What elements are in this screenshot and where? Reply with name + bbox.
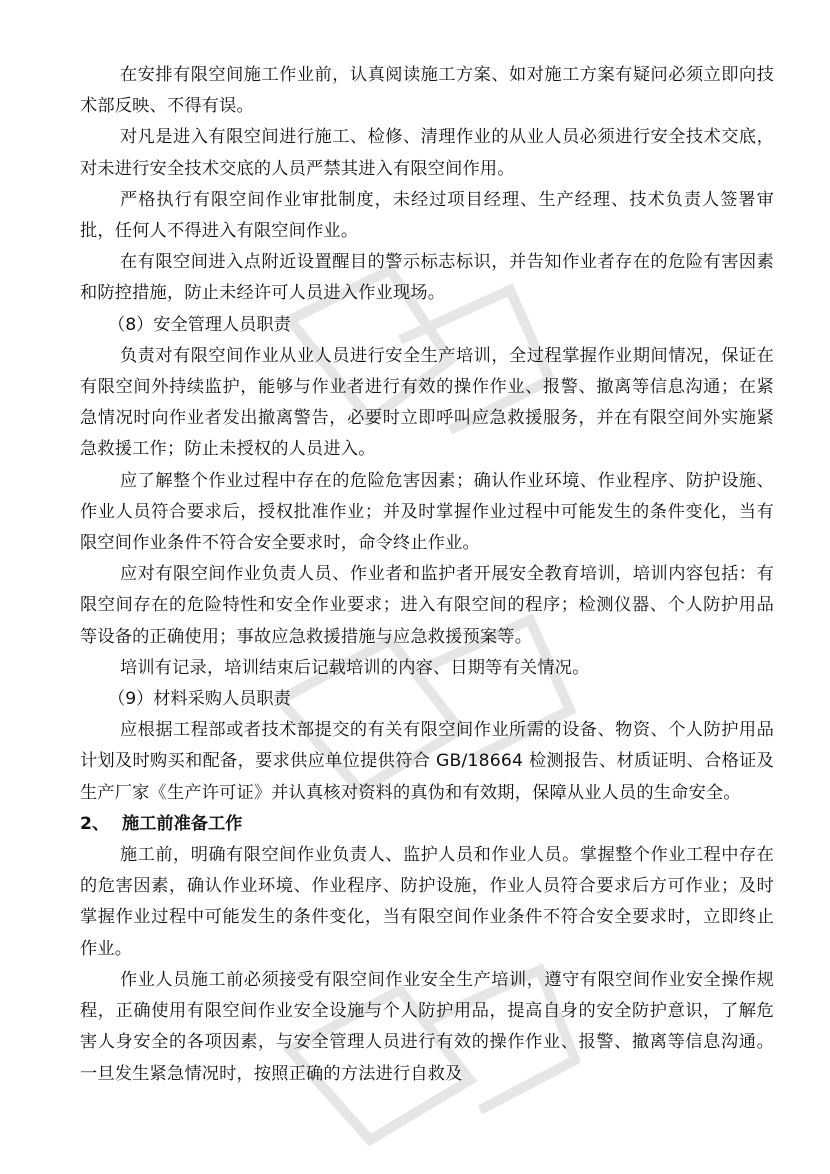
paragraph: 作业人员施工前必须接受有限空间作业安全生产培训，遵守有限空间作业安全操作规程，正确使用有限空间作业安全设施与个人防护用品，提高自身的安全防护意识，了解危害人身安全的各项因素，与安全管理人员进行有效的操作作业、报警、撤离等信息沟通。一旦发生紧急情况时，按照正确的方法进行自救及 bbox=[80, 969, 774, 1084]
paragraph: 对凡是进入有限空间进行施工、检修、清理作业的从业人员必须进行安全技术交底，对未进行安全技术交底的人员严禁其进入有限空间作用。 bbox=[80, 127, 774, 179]
paragraph: 严格执行有限空间作业审批制度，未经过项目经理、生产经理、技术负责人签署审批，任何人不得进入有限空间作业。 bbox=[80, 189, 774, 242]
section-heading-2 bbox=[80, 809, 774, 840]
paragraph: 应对有限空间作业负责人员、作业者和监护者开展安全教育培训，培训内容包括：有限空间存在的危险特性和安全作业要求；进入有限空间的程序；检测仪器、个人防护用品等设备的正确使用；事故应急救援措施与应急救援预案等。 bbox=[80, 564, 774, 647]
paragraph: 应根据工程部或者技术部提交的有关有限空间作业所需的设备、物资、个人防护用品计划及时购买和配备，要求供应单位提供符合 GB/18664 检测报告、材质证明、合格证及生产厂家《生产许可证》并认真核对资料的真伪和有效期，保障从业人员的生命安全。 bbox=[80, 720, 774, 803]
section-title: 施工前准备工作 bbox=[122, 813, 243, 834]
paragraph: 应了解整个作业过程中存在的危险危害因素；确认作业环境、作业程序、防护设施、作业人员符合要求后，授权批准作业；并及时掌握作业过程中可能发生的条件变化，当有限空间作业条件不符合安全要求时，命令终止作业。 bbox=[80, 470, 774, 554]
paragraph: 施工前，明确有限空间作业负责人、监护人员和作业人员。掌握整个作业工程中存在的危害因素，确认作业环境、作业程序、防护设施，作业人员符合要求后方可作业；及时掌握作业过程中可能发生的条件变化，当有限空间作业条件不符合安全要求时，立即终止作业。 bbox=[80, 845, 774, 959]
subsection-heading-9: （9）材料采购人员职责 bbox=[108, 689, 291, 710]
paragraph: 负责对有限空间作业从业人员进行安全生产培训，全过程掌握作业期间情况，保证在有限空间外持续监护，能够与作业者进行有效的操作作业、报警、撤离等信息沟通；在紧急情况时向作业者发出撤离警告，必要时立即呼叫应急救援服务，并在有限空间外实施紧急救援工作；防止未授权的人员进入。 bbox=[80, 345, 774, 460]
section-number: 2、 bbox=[80, 813, 110, 834]
paragraph: 在有限空间进入点附近设置醒目的警示标志标识，并告知作业者存在的危险有害因素和防控措施，防止未经许可人员进入作业现场。 bbox=[80, 252, 774, 304]
paragraph: 培训有记录，培训结束后记载培训的内容、日期等有关情况。 bbox=[120, 657, 590, 678]
document-body bbox=[80, 60, 774, 1090]
subsection-heading-8: （8）安全管理人员职责 bbox=[108, 314, 291, 335]
paragraph: 在安排有限空间施工作业前，认真阅读施工方案、如对施工方案有疑问必须立即向技术部反映、不得有误。 bbox=[80, 65, 774, 117]
